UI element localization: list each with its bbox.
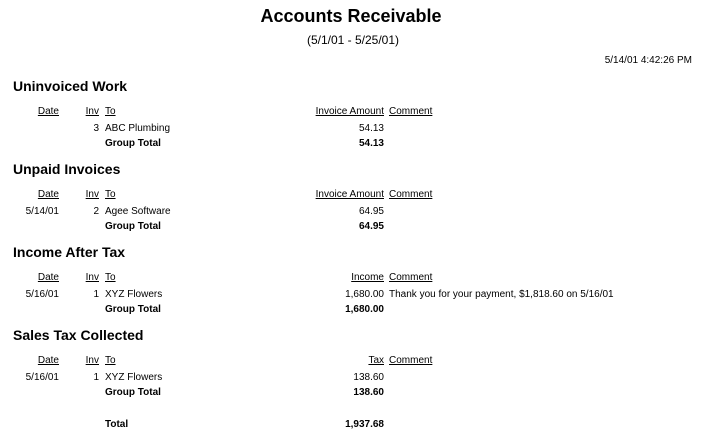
row-date: 5/14/01 — [25, 206, 59, 217]
group-total-row — [0, 387, 702, 401]
section-title: Income After Tax — [13, 244, 126, 260]
table-row — [0, 206, 702, 220]
header-to: To — [105, 355, 116, 366]
row-comment: Thank you for your payment, $1,818.60 on 5/16/01 — [389, 289, 614, 300]
header-inv: Inv — [85, 106, 99, 117]
table-row — [0, 123, 702, 137]
row-amount: 64.95 — [358, 206, 384, 217]
group-total-label: Group Total — [105, 138, 161, 149]
table-row — [0, 289, 702, 303]
group-total-label: Group Total — [105, 387, 161, 398]
group-total-row — [0, 221, 702, 235]
row-to: XYZ Flowers — [105, 372, 163, 383]
row-inv: 1 — [93, 372, 99, 383]
group-total-value: 64.95 — [358, 221, 384, 232]
grand-total-label: Total — [105, 419, 129, 430]
header-date: Date — [37, 189, 59, 200]
column-headers — [0, 189, 702, 203]
header-date: Date — [37, 272, 59, 283]
section-title: Uninvoiced Work — [13, 78, 128, 94]
group-total-value: 54.13 — [358, 138, 384, 149]
row-date: 5/16/01 — [25, 289, 59, 300]
header-inv: Inv — [85, 272, 99, 283]
row-inv: 3 — [93, 123, 99, 134]
group-total-label: Group Total — [105, 304, 161, 315]
group-total-value: 138.60 — [353, 387, 384, 398]
row-amount: 138.60 — [353, 372, 384, 383]
header-date: Date — [37, 355, 59, 366]
section-title: Sales Tax Collected — [13, 327, 144, 343]
header-inv: Inv — [85, 189, 99, 200]
header-to: To — [105, 106, 116, 117]
header-comment: Comment — [389, 189, 433, 200]
header-date: Date — [37, 106, 59, 117]
row-inv: 2 — [93, 206, 99, 217]
header-comment: Comment — [389, 355, 433, 366]
header-to: To — [105, 272, 116, 283]
section-title: Unpaid Invoices — [13, 161, 121, 177]
row-to: Agee Software — [105, 206, 171, 217]
header-amount: Tax — [368, 355, 384, 366]
date-range: (5/1/01 - 5/25/01) — [306, 33, 400, 47]
row-amount: 54.13 — [358, 123, 384, 134]
row-inv: 1 — [93, 289, 99, 300]
group-total-row — [0, 138, 702, 152]
group-total-row — [0, 304, 702, 318]
header-amount: Invoice Amount — [315, 106, 384, 117]
column-headers — [0, 106, 702, 120]
grand-total-value: 1,937.68 — [345, 419, 384, 430]
group-total-label: Group Total — [105, 221, 161, 232]
group-total-value: 1,680.00 — [345, 304, 384, 315]
row-to: XYZ Flowers — [105, 289, 163, 300]
header-inv: Inv — [85, 355, 99, 366]
row-to: ABC Plumbing — [105, 123, 171, 134]
header-to: To — [105, 189, 116, 200]
page-title: Accounts Receivable — [260, 6, 442, 26]
header-comment: Comment — [389, 272, 433, 283]
grand-total-row — [0, 419, 702, 433]
header-comment: Comment — [389, 106, 433, 117]
header-amount: Income — [351, 272, 384, 283]
row-date: 5/16/01 — [25, 372, 59, 383]
printed-timestamp: 5/14/01 4:42:26 PM — [604, 55, 692, 66]
column-headers — [0, 272, 702, 286]
column-headers — [0, 355, 702, 369]
row-amount: 1,680.00 — [345, 289, 384, 300]
header-amount: Invoice Amount — [315, 189, 384, 200]
table-row — [0, 372, 702, 386]
